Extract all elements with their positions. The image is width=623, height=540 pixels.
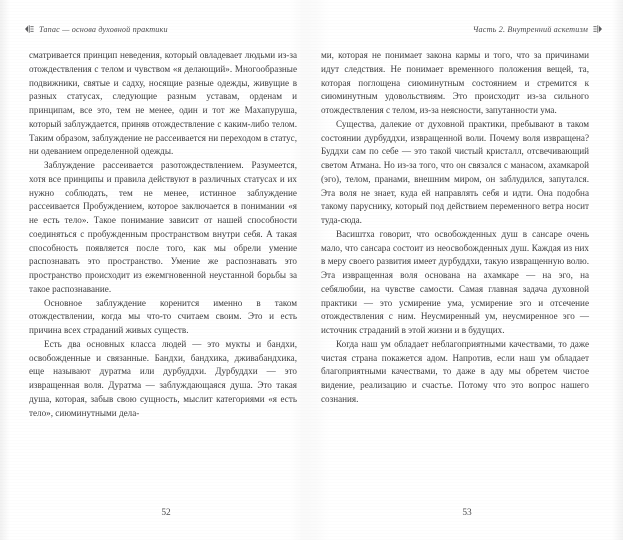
paragraph: Заблуждение рассеивается разотождествлением. Разумеется, хотя все принципы и правила действуют в различных статусах и их нужно соблюдать, тем не менее, истинное заблуждение рассеивается Пробуждением, которое заключается в понимании «я не есть тело». Такое понимание зависит от нашей способности соединяться с пробужденным пространством внутри себя. А такая способность появляется после того, как мы обрели умение распознавать это пространство. Умение же распознавать это пространство происходит из ежемгновенной неустанной борьбы за такое распознавание. xyxy=(29,160,297,294)
paragraph: Существа, далекие от духовной практики, пребывают в таком состоянии дурбуддхи, извращенной воли. Почему воля извращена? Буддхи сам по себе — это такой чистый кристалл, отсвечивающий светом Атмана. Но из-за того, что он связался с манасом, ахамкарой (эго), телом, пранами, внешним миром, он заблудился, запутался. Эта воля не знает, куда ей направлять себя и идти. Она подобна такому паруснику, который под действием переменного ветра носит туда-сюда. xyxy=(321,118,589,225)
leaf-ornament-icon xyxy=(24,25,35,34)
paragraph: Когда наш ум обладает неблагоприятными качествами, то даже чистая страна покажется адом. Напротив, если наш ум обладает благоприятными качествами, то даже в аду мы обретем чистое видение, реализацию и счастье. Потому что это вопрос нашего сознания. xyxy=(321,338,589,404)
paragraph: Васиштха говорит, что освобожденных душ в сансаре очень мало, что сансара состоит из неосвобожденных душ. Каждая из них в меру своего развития имеет дурбуддхи, такую извращенную волю. Эта извращенная воля основана на ахамкаре — на эго, на себялюбии, на чувстве самости. Самая главная задача духовной практики — это усмирение ума, усмирение эго и отсечение отождествления с ним. Неусмиренный ум, неусмиренное эго — источник страданий в этой жизни и в будущих. xyxy=(321,228,589,335)
page-number-left: 52 xyxy=(161,508,171,518)
text-column-right xyxy=(321,49,589,407)
paragraph: Основное заблуждение коренится именно в таком отождествлении, когда мы что-то считаем своим. Это и есть причина всех страданий живых существ. xyxy=(29,297,297,335)
running-head-left xyxy=(24,25,168,34)
leaf-ornament-icon xyxy=(592,25,603,34)
paragraph: Есть два основных класса людей — это мукты и бандхи, освобожденные и связанные. Бандхи, бандхика, дживабандхика, еще называют дуратма или дурбуддхи. Дурбуддхи — это извращенная воля. Дуратма — заблуждающаяся душа. Это такая душа, которая, забыв свою сущность, мыслит категориями «я есть тело», сиюминутными дела- xyxy=(29,338,297,418)
running-head-right-text: Часть 2. Внутренний аскетизм xyxy=(472,25,588,34)
paragraph: ми, которая не понимает закона кармы и того, что за причинами идут следствия. Не понимает временного положения вещей, та, которая поглощена сиюминутным состоянием и стремится к сиюминутным удовольствиям. Это происходит из-за сильного отождествления с телом, из-за неясности, запутанности ума. xyxy=(321,50,589,115)
running-head-left-text: Тапас — основа духовной практики xyxy=(39,25,168,34)
paragraph: сматривается принцип неведения, который овладевает людьми из-за отождествления с телом и чувством «я делающий». Многообразные подвижники, святые и садху, носящие разные одежды, живущие в разных статусах, следующие разным уставам, орденам и принципам, все это, тем не менее, один и тот же Махапуруша, который заблуждается, приняв отождествление с каким-либо телом. Таким образом, заблуждение не рассеивается ни переходом в статус, ни одеванием определенной одежды. xyxy=(29,50,297,157)
running-head-right xyxy=(473,25,603,34)
text-column-left xyxy=(29,49,297,420)
page-number-right: 53 xyxy=(462,508,472,518)
